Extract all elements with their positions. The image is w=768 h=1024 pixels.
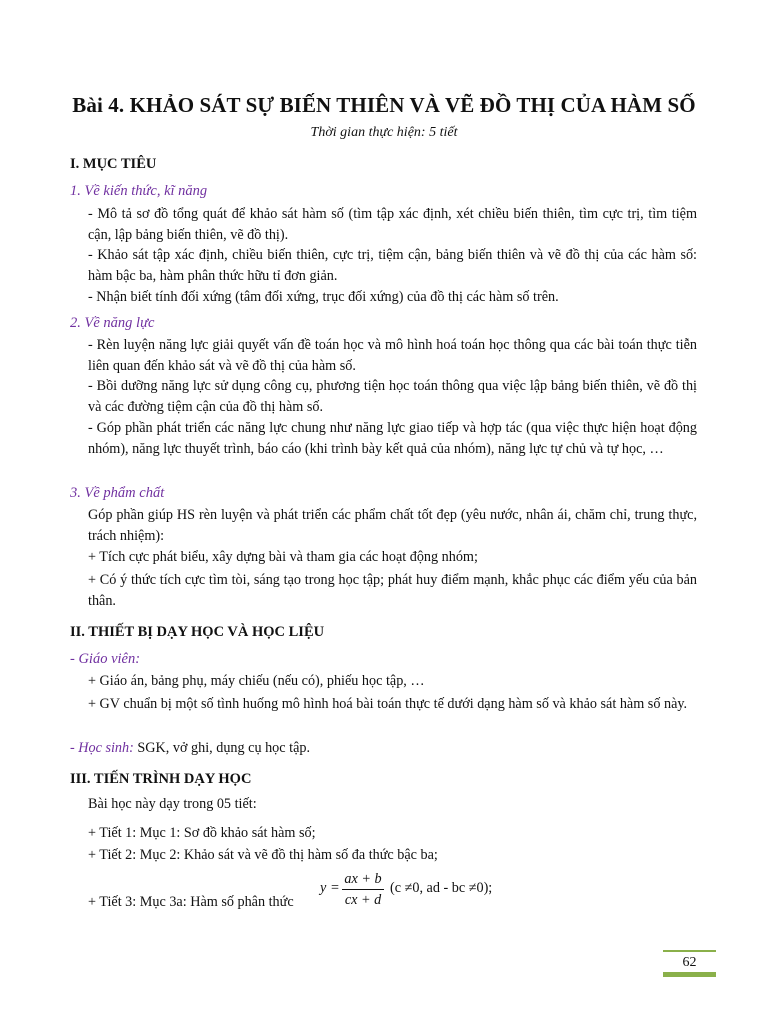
knowledge-item-2: - Khảo sát tập xác định, chiều biến thiên, cực trị, tiệm cận, bảng biến thiên và vẽ đồ thị của các hàm số: hàm bậc ba, hàm phân thức hữu tỉ đơn giản. [88,247,697,284]
formula-condition: (c ≠0, ad - bc ≠0); [390,880,493,896]
formula-denominator: cx + d [344,892,382,908]
rational-function-formula [318,868,528,914]
formula-lhs: y [320,880,327,896]
lesson-duration: Thời gian thực hiện: 5 tiết [310,125,458,140]
page-number-bottom-bar [663,972,716,977]
lesson-title: Bài 4. KHẢO SÁT SỰ BIẾN THIÊN VÀ VẼ ĐỒ THỊ CỦA HÀM SỐ [72,93,696,117]
competence-item-2: - Bồi dưỡng năng lực sử dụng công cụ, phương tiện học toán thông qua việc lập bảng biến thiên, vẽ đồ thị và các đường tiệm cận của đồ thị hàm số. [88,378,697,415]
period-item-3: + Tiết 3: Mục 3a: Hàm số phân thức [88,894,294,910]
teacher-item-2: + GV chuẩn bị một số tình huống mô hình hoá bài toán thực tế dưới dạng hàm số và khảo sát hàm số này. [88,696,688,712]
student-text: SGK, vở ghi, dụng cụ học tập. [133,740,311,756]
section-heading-objectives: I. MỤC TIÊU [70,156,157,172]
section-heading-process: III. TIẾN TRÌNH DẠY HỌC [70,771,252,787]
subsection-heading-qualities: 3. Về phẩm chất [70,485,165,501]
period-item-2: + Tiết 2: Mục 2: Khảo sát và vẽ đồ thị hàm số đa thức bậc ba; [88,847,438,863]
competence-item-1: - Rèn luyện năng lực giải quyết vấn đề toán học và mô hình hoá toán học thông qua các bài toán thực tiễn liên quan đến khảo sát và vẽ đồ thị của hàm số. [88,337,697,374]
competence-item-3: - Góp phần phát triển các năng lực chung như năng lực giao tiếp và hợp tác (qua việc thực hiện hoạt động nhóm), năng lực thuyết trình, báo cáo (khi trình bày kết quả của nhóm), năng lực tự chủ và tự học, … [88,420,697,457]
page-number-box [663,950,716,977]
period-item-1: + Tiết 1: Mục 1: Sơ đồ khảo sát hàm số; [88,825,316,841]
qualities-item-3: + Có ý thức tích cực tìm tòi, sáng tạo trong học tập; phát huy điểm mạnh, khắc phục các điểm yếu của bản thân. [88,572,697,609]
teacher-label: - Giáo viên: [70,651,141,667]
process-intro: Bài học này dạy trong 05 tiết: [88,796,257,812]
formula-numerator: ax + b [344,871,382,887]
qualities-item-1: Góp phần giúp HS rèn luyện và phát triển các phẩm chất tốt đẹp (yêu nước, nhân ái, chăm chỉ, trung thực, trách nhiệm): [88,507,697,544]
formula-fraction [342,870,384,909]
page-number: 62 [682,955,697,970]
subsection-heading-knowledge: 1. Về kiến thức, kĩ năng [70,183,208,199]
teacher-item-1: + Giáo án, bảng phụ, máy chiếu (nếu có), phiếu học tập, … [88,673,425,689]
fraction-bar [342,889,384,890]
knowledge-item-1: - Mô tả sơ đồ tổng quát để khảo sát hàm số (tìm tập xác định, xét chiều biến thiên, tìm cực trị, tìm tiệm cận, lập bảng biến thiên, vẽ đồ thị). [88,206,697,243]
student-label: - Học sinh: [70,740,134,756]
formula-equals: = [331,880,340,896]
student-line [70,740,310,757]
section-heading-equipment: II. THIẾT BỊ DẠY HỌC VÀ HỌC LIỆU [70,624,325,640]
knowledge-item-3: - Nhận biết tính đối xứng (tâm đối xứng, trục đối xứng) của đồ thị các hàm số trên. [88,289,559,305]
qualities-item-2: + Tích cực phát biểu, xây dựng bài và tham gia các hoạt động nhóm; [88,549,478,565]
subsection-heading-competence: 2. Về năng lực [70,315,155,331]
